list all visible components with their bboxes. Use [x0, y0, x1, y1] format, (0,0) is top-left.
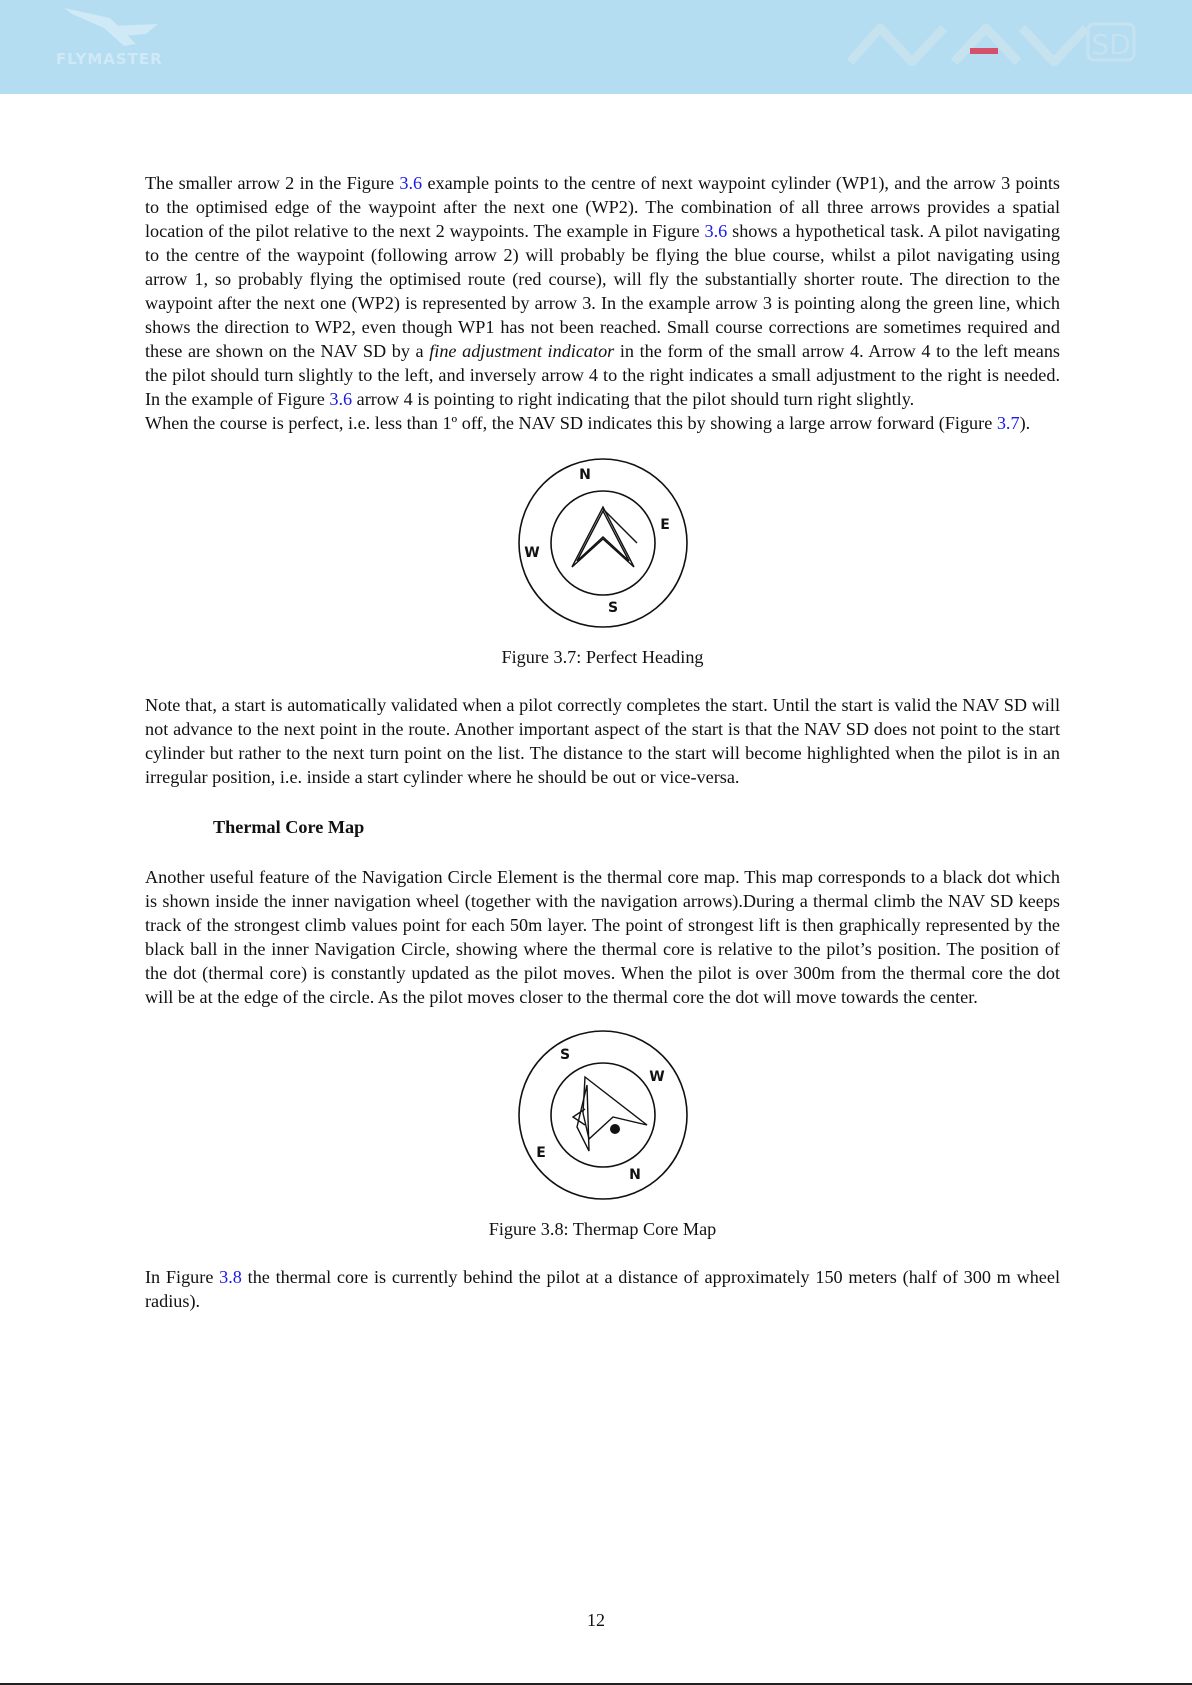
heading-arrow-icon [572, 507, 637, 567]
compass-west-label: W [523, 545, 540, 561]
brand-name: FLYMASTER [56, 50, 163, 68]
figure-ref-link[interactable]: 3.8 [219, 1267, 242, 1287]
paragraph: The smaller arrow 2 in the Figure 3.6 example points to the centre of next waypoint cylinder (WP1), and the arrow 3 points to the optimised edge of the waypoint after the next one (WP2). The combination of all three arrows provides a spatial location of the pilot relative to the next 2 waypoints. The example in Figure 3.6 shows a hypothetical task. A pilot navigating to the centre of the waypoint (following arrow 2) will probably be flying the blue course, whilst a pilot navigating using arrow 1, so probably flying the optimised route (red course), will fly the substantially shorter route. The direction to the waypoint after the next one (WP2) is represented by arrow 3. In the example arrow 3 is pointing along the green line, which shows the direction to WP2, even though WP1 has not been reached. Small course corrections are sometimes required and these are shown on the NAV SD by a fine adjustment indicator in the form of the small arrow 4. Arrow 4 to the left means the pilot should turn slightly to the left, and inversely arrow 4 to the right indicates a small adjustment to the right is needed. In the example of Figure 3.6 arrow 4 is pointing to right indicating that the pilot should turn right slightly. [145, 173, 1061, 409]
compass-north-label: N [578, 467, 591, 483]
figure-caption: Figure 3.7: Perfect Heading [501, 647, 704, 667]
figure-ref-link[interactable]: 3.7 [996, 413, 1020, 433]
compass-east-label: E [659, 517, 670, 533]
compass-west-label: W [648, 1069, 665, 1085]
page-number: 12 [587, 1610, 605, 1630]
paragraph: Note that, a start is automatically validated when a pilot correctly completes the start. Until the start is valid the NAV SD will not advance to the next point in the route. Another important aspect of the start is that the NAV SD does not point to the start cylinder but rather to the next turn point on the list. The distance to the start will become highlighted when the pilot is in an irregular position, i.e. inside a start cylinder where he should be out or vice-versa. [145, 695, 1060, 787]
thermal-core-dot [610, 1124, 620, 1134]
paragraph: Another useful feature of the Navigation Circle Element is the thermal core map. This map corresponds to a black dot which is shown inside the inner navigation wheel (together with the navigation arrows).During a thermal climb the NAV SD keeps track of the strongest climb values point for each 50m layer. The point of strongest lift is then graphically represented by the black ball in the inner Navigation Circle, showing where the thermal core is relative to the pilot’s position. The position of the dot (thermal core) is constantly updated as the pilot moves. When the pilot is over 300m from the thermal core the dot will be at the edge of the circle. As the pilot moves closer to the thermal core the dot will move towards the center. [145, 867, 1060, 1007]
compass-south-label: S [559, 1047, 570, 1063]
page-body [145, 171, 1060, 1313]
navigation-arrows-icon [573, 1077, 647, 1151]
product-model: SD [1091, 28, 1131, 61]
paragraph: In Figure 3.8 the thermal core is currently behind the pilot at a distance of approximately 150 meters (half of 300 m wheel radius). [145, 1267, 1060, 1311]
figure-ref-link[interactable]: 3.6 [704, 221, 728, 241]
compass-east-label: E [535, 1145, 546, 1161]
compass-north-label: N [628, 1167, 641, 1183]
figure-perfect-heading [145, 457, 1060, 629]
paragraph: When the course is perfect, i.e. less than 1º off, the NAV SD indicates this by showing a large arrow forward (Figure 3.7). [145, 413, 1031, 433]
compass-diagram [517, 1029, 689, 1201]
compass-south-label: S [607, 600, 618, 616]
nav-sd-logo [848, 22, 1138, 66]
figure-thermal-core-map [145, 1029, 1060, 1201]
figure-caption: Figure 3.8: Thermap Core Map [488, 1219, 717, 1239]
compass-diagram [517, 457, 689, 629]
emphasized-term: fine adjustment indicator [429, 341, 615, 361]
figure-ref-link[interactable]: 3.6 [329, 389, 353, 409]
section-heading: Thermal Core Map [213, 817, 365, 837]
page-header [0, 0, 1192, 94]
nav-wordmark-icon [850, 28, 1086, 62]
figure-ref-link[interactable]: 3.6 [399, 173, 423, 193]
